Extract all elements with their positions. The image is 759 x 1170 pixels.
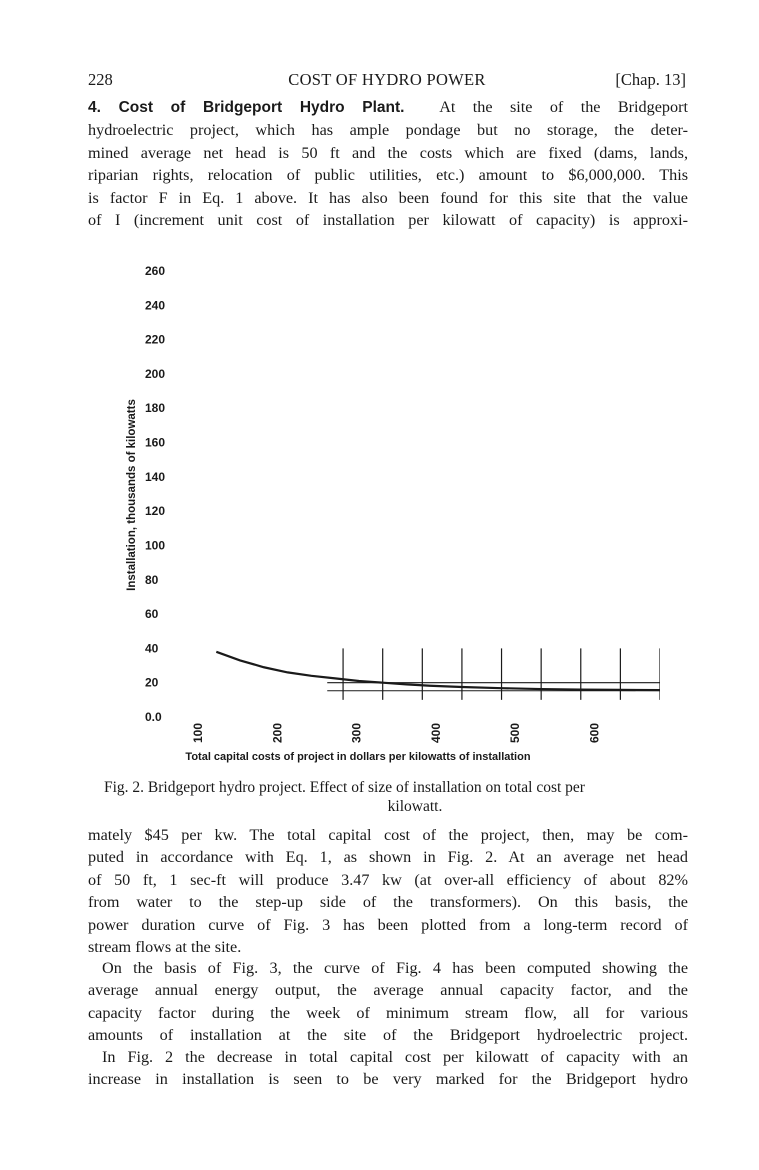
paragraph-line: of 50 ft, 1 sec-ft will produce 3.47 kw (at over-all efficiency of about 82% (88, 870, 688, 889)
paragraph-line: capacity factor during the week of minimum stream flow, all for various (88, 1003, 688, 1022)
x-tick-label: 400 (428, 722, 443, 744)
paragraph-line: from water to the step-up side of the transformers). On this basis, the (88, 893, 688, 912)
x-tick-label: 100 (191, 722, 206, 744)
cost-curve-group (216, 652, 660, 690)
section-heading (88, 99, 404, 116)
paragraph-line: stream flows at the site. (88, 938, 242, 957)
paragraph-line: amounts of installation at the site of the Bridgeport hydroelectric project. (88, 1026, 688, 1045)
y-tick-label: 260 (145, 264, 166, 278)
y-tick-label: 140 (145, 469, 166, 484)
y-tick-label: 220 (145, 332, 166, 347)
caption-line-1: Fig. 2. Bridgeport hydro project. Effect of size of installation on total cost per (104, 779, 585, 796)
chapter-label: [Chap. 13] (615, 70, 686, 89)
paragraph-line: of I (increment unit cost of installation per kilowatt of capacity) is approxi- (88, 211, 688, 230)
paragraph-line: is factor F in Eq. 1 above. It has also been found for this site that the value (88, 188, 688, 207)
paragraph-line (88, 96, 688, 119)
y-tick-label: 80 (145, 572, 159, 587)
figure-caption (104, 778, 686, 816)
y-tick-label: 60 (145, 607, 159, 622)
paragraph-line: riparian rights, relocation of public utilities, etc.) amount to $6,000,000. This (88, 166, 688, 185)
paragraph-line: average annual energy output, the average annual capacity factor, and the (88, 981, 688, 1000)
x-tick-label: 600 (587, 722, 602, 744)
x-tick-label: 500 (508, 722, 523, 744)
body-paragraph-4 (88, 1046, 688, 1091)
y-tick-label: 100 (145, 538, 166, 553)
section-title: Cost of Bridgeport Hydro Plant. (118, 99, 405, 116)
y-tick-label: 20 (145, 675, 159, 690)
paragraph-line: mately $45 per kw. The total capital cost of the project, then, may be com- (88, 826, 688, 844)
y-tick-label: 240 (145, 298, 166, 313)
paragraph-line: In Fig. 2 the decrease in total capital cost per kilowatt of capacity with an (102, 1048, 688, 1066)
y-tick-label: 200 (145, 366, 166, 381)
y-tick-label: 180 (145, 401, 166, 416)
caption-line-2: kilowatt. (387, 798, 443, 815)
page-header (88, 70, 686, 94)
paragraph-line: hydroelectric project, which has ample pondage but no storage, the deter- (88, 121, 688, 140)
paragraph-line: power duration curve of Fig. 3 has been plotted from a long-term record of (88, 915, 688, 934)
page-number: 228 (88, 70, 113, 89)
y-tick-label: 120 (145, 504, 166, 519)
cost-curve (216, 652, 660, 690)
paragraph-line: puted in accordance with Eq. 1, as shown in Fig. 2. At an average net head (88, 848, 688, 867)
y-tick-label: 160 (145, 435, 166, 450)
y-tick-label: 0.0 (145, 710, 162, 724)
paragraph-line: mined average net head is 50 ft and the costs which are fixed (dams, lands, (88, 143, 688, 162)
body-paragraph-2 (88, 824, 688, 958)
installation-cost-chart (100, 255, 660, 770)
running-title: COST OF HYDRO POWER (288, 70, 486, 89)
section-4-paragraph (88, 96, 688, 231)
y-axis-label: Installation, thousands of kilowatts (126, 399, 138, 591)
y-axis-ticks (145, 264, 165, 724)
body-paragraph-3 (88, 957, 688, 1047)
x-axis-ticks (191, 723, 601, 743)
paragraph-line: increase in installation is seen to be very marked for the Bridgeport hydro (88, 1070, 688, 1089)
x-axis-label: Total capital costs of project in dollars per kilowatts of installation (185, 751, 531, 763)
section-number: 4. (88, 99, 101, 116)
paragraph-line: On the basis of Fig. 3, the curve of Fig. 4 has been computed showing the (102, 959, 688, 977)
x-tick-label: 200 (270, 722, 285, 744)
x-tick-label: 300 (349, 722, 364, 744)
chart-grid (327, 648, 660, 699)
y-tick-label: 40 (145, 641, 159, 656)
section-line-0: At the site of the Bridgeport (439, 98, 689, 116)
